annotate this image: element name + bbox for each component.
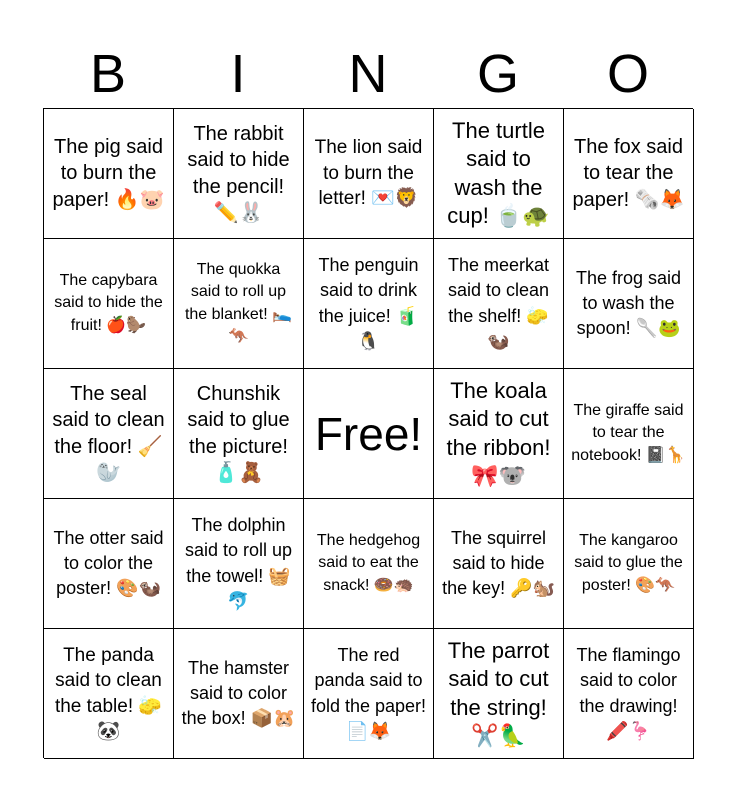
- cell-text: Chunshik said to glue the picture! 🧴🧸: [187, 382, 290, 484]
- cell-text: The red panda said to fold the paper! 📄🦊: [310, 645, 427, 741]
- bingo-cell[interactable]: [434, 369, 564, 499]
- bingo-cell[interactable]: [174, 499, 304, 629]
- cell-text: The squirrel said to hide the key! 🔑🐿️: [442, 527, 555, 599]
- cell-text: The hedgehog said to eat the snack! 🍩🦔: [316, 531, 421, 594]
- cell-text: The hamster said to color the box! 📦🐹: [181, 657, 296, 729]
- cell-text: The lion said to burn the letter! 💌🦁: [314, 137, 423, 210]
- cell-text: The seal said to clean the floor! 🧹🦭: [52, 382, 165, 484]
- cell-text: The kangaroo said to glue the poster! 🎨🦘: [574, 531, 683, 594]
- bingo-cell[interactable]: [564, 369, 694, 499]
- header-letter-n: N: [348, 44, 388, 104]
- free-space[interactable]: [304, 369, 434, 499]
- bingo-cell[interactable]: [44, 499, 174, 629]
- bingo-cell[interactable]: [434, 239, 564, 369]
- header-letter-g: G: [476, 44, 519, 104]
- header-letter-b: B: [89, 44, 127, 104]
- bingo-cell[interactable]: [564, 499, 694, 629]
- cell-text: The dolphin said to roll up the towel! 🧺🐬: [184, 515, 293, 611]
- bingo-cell[interactable]: [434, 629, 564, 759]
- bingo-cell[interactable]: [174, 109, 304, 239]
- bingo-cell[interactable]: [564, 109, 694, 239]
- cell-text: The meerkat said to clean the shelf! 🧽🦦: [447, 255, 550, 351]
- bingo-cell[interactable]: [434, 499, 564, 629]
- cell-text: The turtle said to wash the cup! 🍵🐢: [447, 118, 550, 228]
- bingo-cell[interactable]: [44, 109, 174, 239]
- header-letter-o: O: [606, 44, 649, 104]
- bingo-cell[interactable]: [564, 629, 694, 759]
- cell-text: The capybara said to hide the fruit! 🍎🦫: [54, 271, 163, 334]
- cell-text: The panda said to clean the table! 🧽🐼: [54, 644, 163, 742]
- cell-text: The pig said to burn the paper! 🔥🐷: [52, 135, 165, 211]
- cell-text: The fox said to tear the paper! 🗞️🦊: [572, 135, 685, 211]
- cell-text: The koala said to cut the ribbon! 🎀🐨: [446, 378, 551, 488]
- cell-text: The flamingo said to color the drawing! 🖍️🦩: [576, 645, 681, 741]
- cell-text: The parrot said to cut the string! ✂️🦜: [447, 638, 550, 748]
- bingo-board: [43, 108, 693, 758]
- bingo-cell[interactable]: [304, 499, 434, 629]
- cell-text: The otter said to color the poster! 🎨🦦: [53, 527, 164, 599]
- bingo-cell[interactable]: [174, 369, 304, 499]
- cell-text: The giraffe said to tear the notebook! 📓🦒: [571, 401, 686, 464]
- header-letter-i: I: [230, 44, 246, 104]
- free-text: Free!: [314, 407, 423, 460]
- bingo-header: [43, 40, 693, 108]
- bingo-cell[interactable]: [564, 239, 694, 369]
- cell-text: The frog said to wash the spoon! 🥄🐸: [575, 267, 682, 339]
- bingo-cell[interactable]: [44, 629, 174, 759]
- bingo-cell[interactable]: [44, 239, 174, 369]
- bingo-cell[interactable]: [174, 629, 304, 759]
- bingo-cell[interactable]: [44, 369, 174, 499]
- bingo-cell[interactable]: [434, 109, 564, 239]
- cell-text: The rabbit said to hide the pencil! ✏️🐰: [187, 122, 290, 224]
- bingo-cell[interactable]: [304, 239, 434, 369]
- cell-text: The quokka said to roll up the blanket! 🛌🦘: [184, 260, 293, 345]
- bingo-cell[interactable]: [304, 109, 434, 239]
- bingo-cell[interactable]: [304, 629, 434, 759]
- cell-text: The penguin said to drink the juice! 🧃🐧: [318, 255, 419, 351]
- bingo-cell[interactable]: [174, 239, 304, 369]
